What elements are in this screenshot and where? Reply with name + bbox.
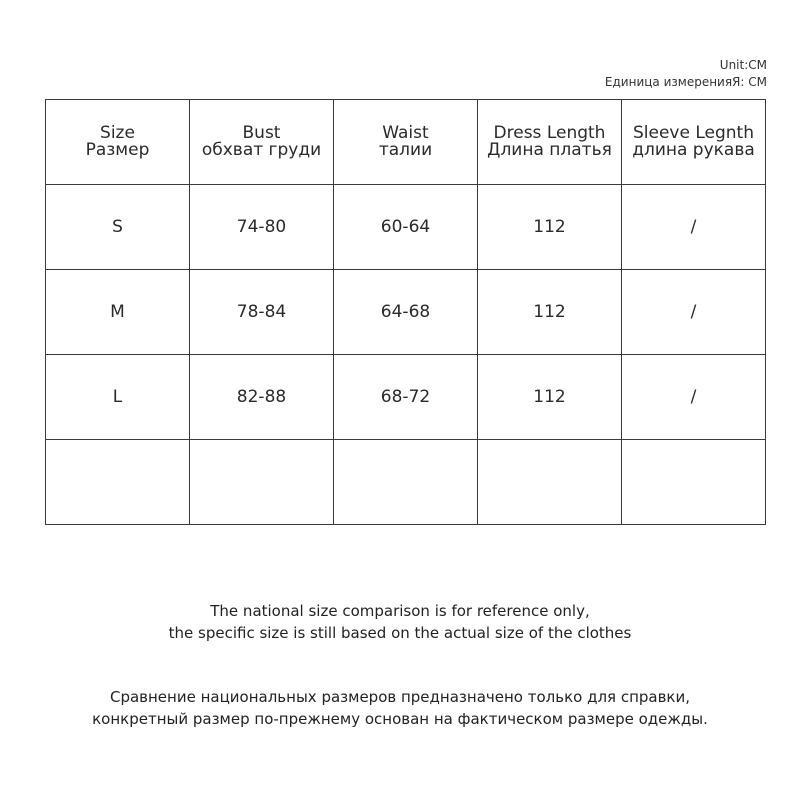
cell-size: S	[46, 185, 190, 270]
table-header-row	[46, 100, 766, 185]
note-english	[0, 600, 800, 644]
table-row	[46, 270, 766, 355]
size-chart-table	[45, 99, 766, 525]
cell-dress-length: 112	[478, 270, 622, 355]
cell-waist	[334, 440, 478, 525]
table-row	[46, 185, 766, 270]
note-english-line-1: The national size comparison is for reference only,	[210, 602, 590, 620]
header-size: Size Размер	[46, 100, 190, 185]
header-bust: Bust обхват груди	[190, 100, 334, 185]
cell-waist: 60-64	[334, 185, 478, 270]
header-waist: Waist талии	[334, 100, 478, 185]
cell-dress-length: 112	[478, 185, 622, 270]
cell-waist: 68-72	[334, 355, 478, 440]
unit-label-en: Unit:CM	[719, 58, 767, 72]
cell-bust: 82-88	[190, 355, 334, 440]
table-row-empty	[46, 440, 766, 525]
note-russian-line-2: конкретный размер по-прежнему основан на фактическом размере одежды.	[92, 710, 708, 728]
cell-size: L	[46, 355, 190, 440]
cell-waist: 64-68	[334, 270, 478, 355]
cell-bust	[190, 440, 334, 525]
cell-sleeve-length: /	[622, 185, 766, 270]
cell-bust: 74-80	[190, 185, 334, 270]
unit-label	[605, 57, 767, 91]
header-dress-length: Dress Length Длина платья	[478, 100, 622, 185]
cell-bust: 78-84	[190, 270, 334, 355]
table-row	[46, 355, 766, 440]
cell-sleeve-length: /	[622, 270, 766, 355]
cell-sleeve-length: /	[622, 355, 766, 440]
cell-size	[46, 440, 190, 525]
header-sleeve-length: Sleeve Legnth длина рукава	[622, 100, 766, 185]
cell-dress-length: 112	[478, 355, 622, 440]
cell-size: M	[46, 270, 190, 355]
note-russian	[0, 686, 800, 730]
note-russian-line-1: Сравнение национальных размеров предназначено только для справки,	[109, 688, 691, 706]
note-english-line-2: the specific size is still based on the actual size of the clothes	[168, 624, 632, 642]
unit-label-ru: Единица измеренияЯ: СМ	[604, 75, 767, 89]
cell-dress-length	[478, 440, 622, 525]
cell-sleeve-length	[622, 440, 766, 525]
